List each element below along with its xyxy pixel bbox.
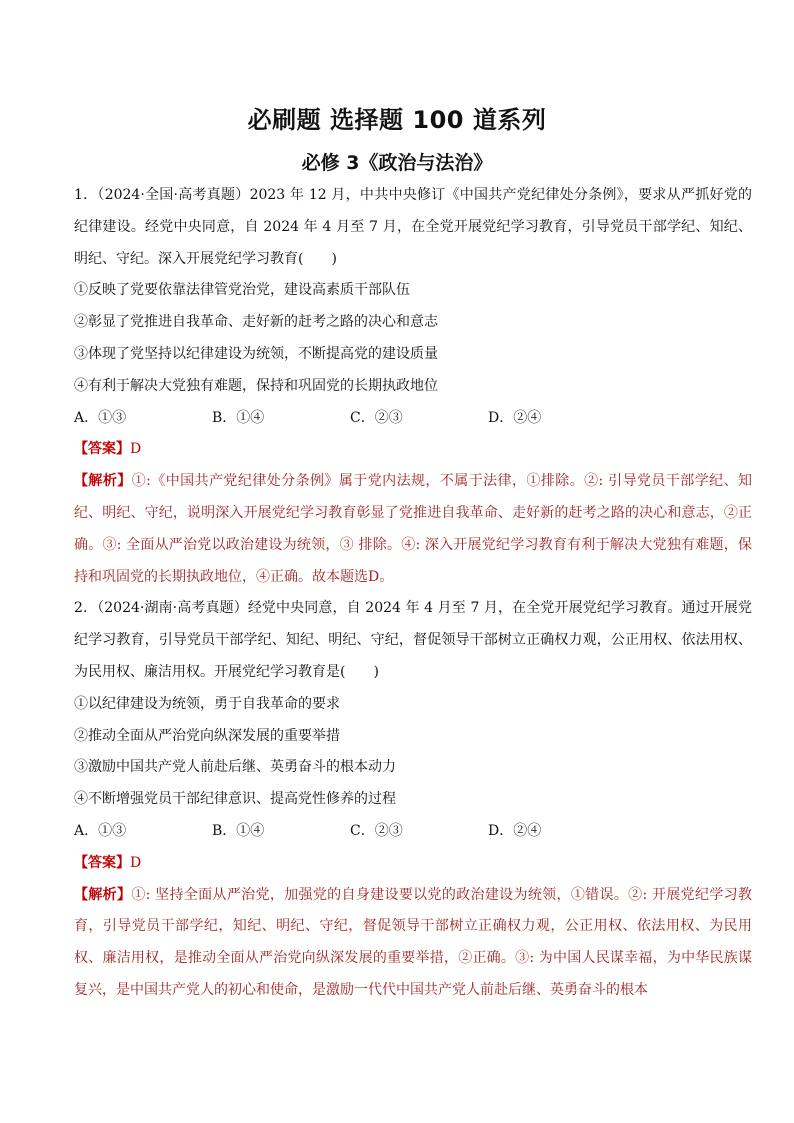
choice-d: D．②④ [488, 409, 542, 426]
question-list [74, 180, 752, 1007]
answer-label: 【答案】 [74, 854, 130, 871]
explanation [74, 880, 752, 1007]
question-stem: 2．（2024·湖南·高考真题）经党中央同意，自 2024 年 4 月至 7 月，在全党开展党纪学习教育。通过开展党纪学习教育，引导党员干部学纪、知纪、明纪、守纪，督促领导干部树立正确权力观，公正用权、依法用权、为民用权、廉洁用权。开展党纪学习教育是( ) [74, 600, 752, 680]
answer-choices [74, 816, 752, 848]
choice-a: A．①③ [74, 409, 127, 426]
page-title: 必刷题 选择题 100 道系列 [247, 106, 547, 134]
choice-c: C．②③ [350, 409, 403, 426]
answer-value: D [130, 441, 142, 458]
statement-option: ③激励中国共产党人前赴后继、英勇奋斗的根本动力 [74, 759, 396, 776]
statement-option: ②推动全面从严治党向纵深发展的重要举措 [74, 727, 340, 744]
question-2 [74, 593, 752, 1006]
explanation-label: 【解析】 [74, 886, 132, 903]
statement-option: ④不断增强党员干部纪律意识、提高党性修养的过程 [74, 791, 396, 808]
explanation [74, 466, 752, 593]
explanation-text: ①: 坚持全面从严治党，加强党的自身建设要以党的政治建设为统领，①错误。②: 开展党纪学习教育，引导党员干部学纪，知纪、明纪、守纪，督促领导干部树立正确权力观，公正用权、依法用权、为民用权、廉洁用权，是推动全面从严治党向纵深发展的重要举措，②正确。③: 为中国人民谋幸福，为中华民族谋复兴，是中国共产党人的初心和使命，是激励一代代中国共产党人前赴后继、英勇奋斗的根本 [74, 886, 752, 998]
explanation-text: ①:《中国共产党纪律处分条例》属于党内法规，不属于法律，①排除。②: 引导党员干部学纪、知纪、明纪、守纪，说明深入开展党纪学习教育彰显了党推进自我革命、走好新的赶考之路的决心和意志，②正确。③: 全面从严治党以政治建设为统领，③ 排除。④: 深入开展党纪学习教育有利于解决大党独有难题，保持和巩固党的长期执政地位，④正确。故本题选D。 [74, 473, 752, 585]
choice-d: D．②④ [488, 822, 542, 839]
statement-option: ③体现了党坚持以纪律建设为统领，不断提高党的建设质量 [74, 345, 438, 362]
choice-c: C．②③ [350, 822, 403, 839]
choice-b: B．①④ [212, 822, 265, 839]
answer-line [74, 848, 752, 880]
statement-option: ②彰显了党推进自我革命、走好新的赶考之路的决心和意志 [74, 314, 438, 331]
question-stem: 1．（2024·全国·高考真题）2023 年 12 月，中共中央修订《中国共产党纪律处分条例》，要求从严抓好党的纪律建设。经党中央同意，自 2024 年 4 月至 7 月，在全党开展党纪学习教育，引导党员干部学纪、知纪、明纪、守纪。深入开展党纪学习教育( ) [74, 187, 752, 267]
choice-b: B．①④ [212, 409, 265, 426]
question-1 [74, 180, 752, 593]
answer-label: 【答案】 [74, 441, 130, 458]
answer-value: D [130, 854, 142, 871]
answer-line [74, 434, 752, 466]
statement-option: ①反映了党要依靠法律管党治党，建设高素质干部队伍 [74, 282, 410, 299]
statement-option: ①以纪律建设为统领，勇于自我革命的要求 [74, 695, 340, 712]
statement-option: ④有利于解决大党独有难题，保持和巩固党的长期执政地位 [74, 377, 438, 394]
page-subtitle: 必修 3《政治与法治》 [301, 152, 493, 174]
explanation-label: 【解析】 [74, 473, 132, 490]
answer-choices [74, 403, 752, 435]
choice-a: A．①③ [74, 822, 127, 839]
